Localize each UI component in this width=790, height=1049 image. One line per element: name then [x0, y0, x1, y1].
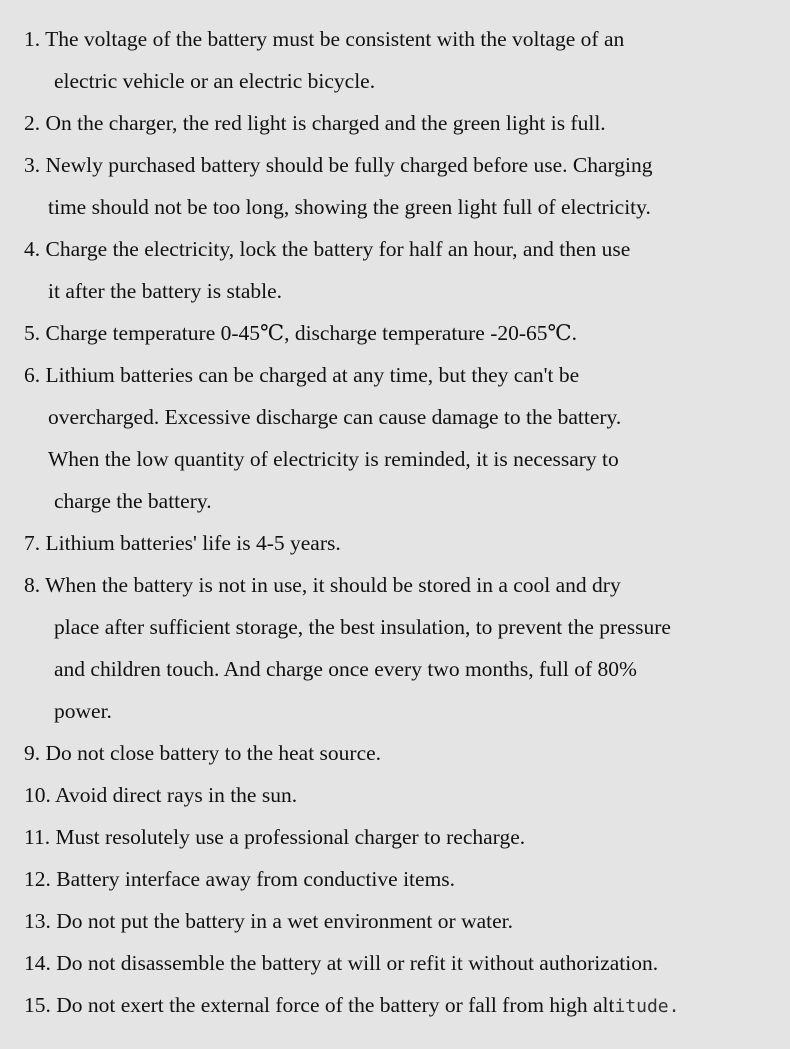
text-line [24, 858, 455, 900]
text-line [48, 396, 621, 438]
text-line-content: it after the battery is stable. [48, 279, 283, 303]
text-line-content: 11. Must resolutely use a professional charger to recharge. [24, 825, 526, 849]
text-line-content: 9. Do not close battery to the heat source. [24, 741, 382, 765]
text-line-content: place after sufficient storage, the best insulation, to prevent the pressure [54, 615, 671, 639]
text-line [24, 18, 624, 60]
text-line-content: charge the battery. [54, 489, 212, 513]
text-line [48, 438, 619, 480]
text-line [54, 60, 375, 102]
text-line-content: time should not be too long, showing the green light full of electricity. [48, 195, 651, 219]
text-line [24, 228, 630, 270]
text-line-content: electric vehicle or an electric bicycle. [54, 69, 376, 93]
text-line-content: 7. Lithium batteries' life is 4-5 years. [24, 531, 341, 555]
text-line [54, 690, 112, 732]
text-line [48, 270, 282, 312]
text-line-content: 10. Avoid direct rays in the sun. [24, 783, 298, 807]
text-line [24, 984, 679, 1026]
text-line-content: overcharged. Excessive discharge can cause damage to the battery. [48, 405, 622, 429]
text-line [24, 900, 513, 942]
text-line [24, 732, 381, 774]
text-line-content: 14. Do not disassemble the battery at will or refit it without authorization. [24, 951, 659, 975]
text-line [24, 942, 658, 984]
text-line-content: 2. On the charger, the red light is charged and the green light is full. [24, 111, 606, 135]
text-line [54, 606, 671, 648]
text-line-content: 15. Do not exert the external force of the battery or fall from high alt [24, 993, 615, 1017]
text-line-content: 12. Battery interface away from conductive items. [24, 867, 456, 891]
text-line-content: 8. When the battery is not in use, it should be stored in a cool and dry [24, 573, 621, 597]
text-line-tail: itude. [614, 996, 680, 1017]
text-line [24, 144, 653, 186]
text-line-content: power. [54, 699, 112, 723]
text-line-content: 13. Do not put the battery in a wet environment or water. [24, 909, 513, 933]
text-line-content: and children touch. And charge once every two months, full of 80% [54, 657, 637, 681]
text-line [24, 312, 577, 354]
text-line [24, 522, 341, 564]
text-line [54, 480, 212, 522]
text-line-content: 1. The voltage of the battery must be consistent with the voltage of an [24, 27, 625, 51]
text-line [48, 186, 651, 228]
text-line-content: 6. Lithium batteries can be charged at any time, but they can't be [24, 363, 580, 387]
text-line [54, 648, 637, 690]
text-line [24, 816, 525, 858]
text-line [24, 354, 579, 396]
text-line [24, 564, 621, 606]
text-line [24, 102, 606, 144]
text-line-content: When the low quantity of electricity is reminded, it is necessary to [48, 447, 619, 471]
text-line-content: 3. Newly purchased battery should be fully charged before use. Charging [24, 153, 653, 177]
text-line-content: 4. Charge the electricity, lock the battery for half an hour, and then use [24, 237, 631, 261]
text-line [24, 774, 297, 816]
text-line-content: 5. Charge temperature 0-45℃, discharge temperature -20-65℃. [24, 321, 577, 345]
